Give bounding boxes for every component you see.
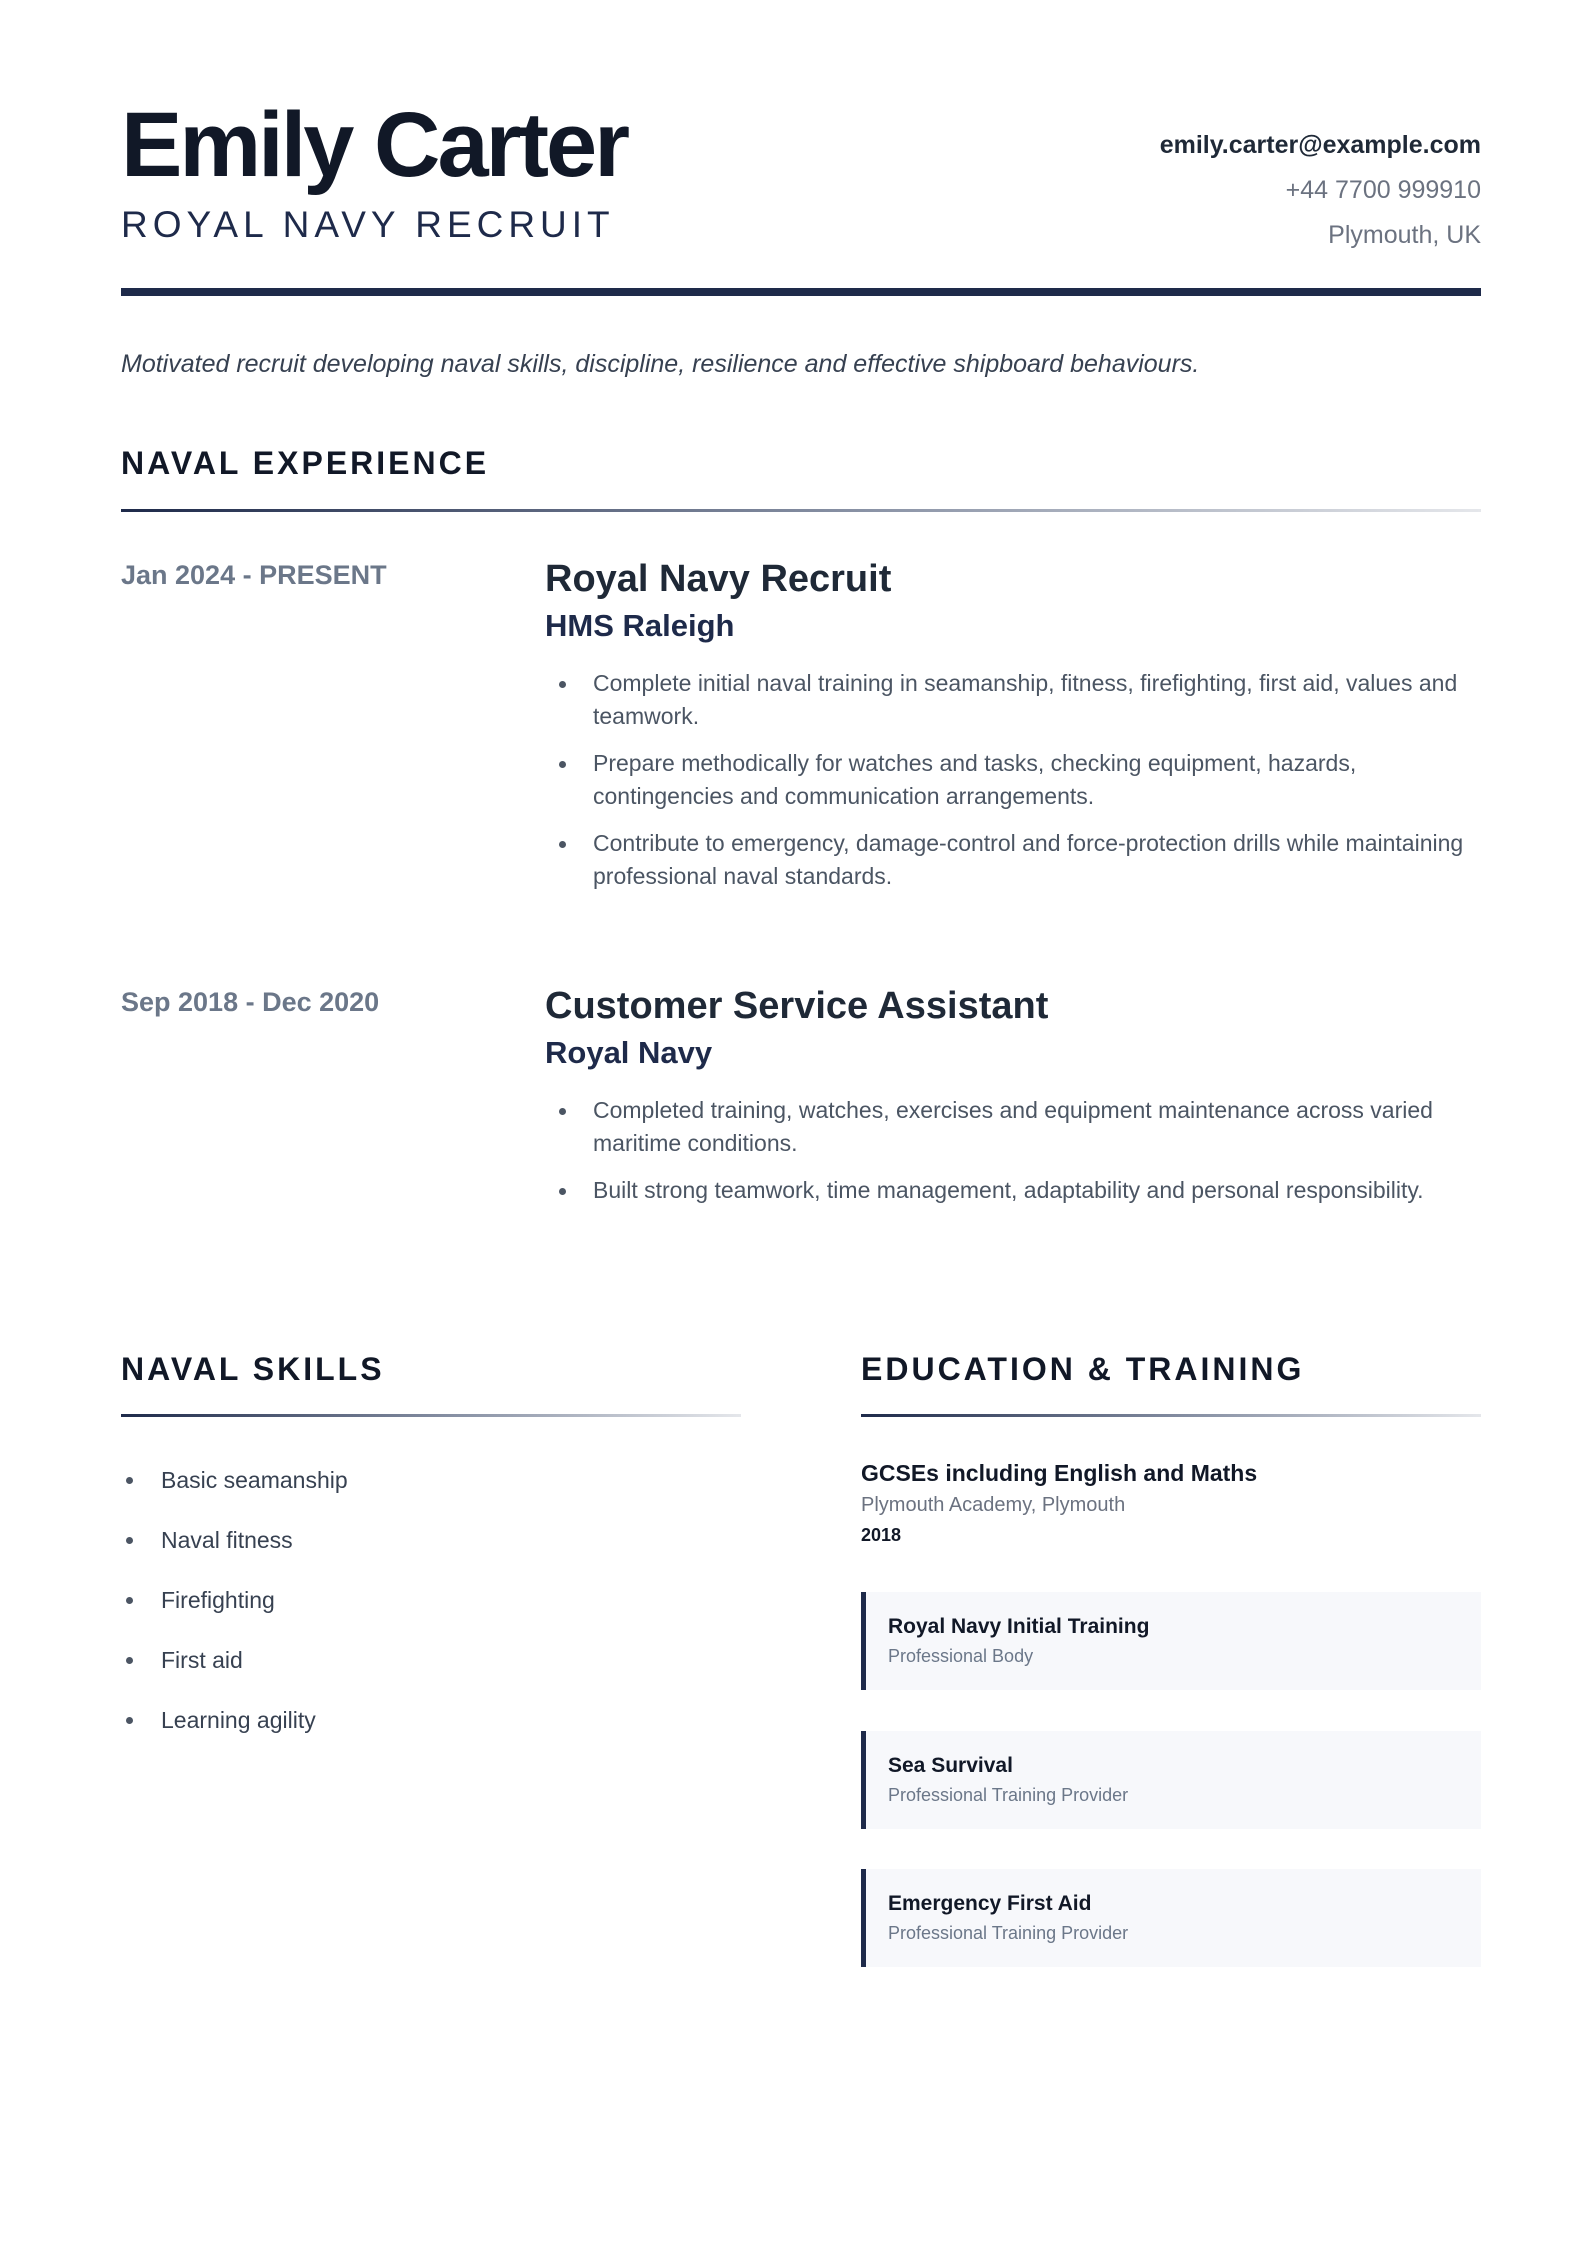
skills-list [121,1460,741,1760]
job-bullet: Contribute to emergency, damage-control and force-protection drills while maintaining professional naval standards. [545,827,1481,893]
job-bullet: Complete initial naval training in seamanship, fitness, firefighting, first aid, values and teamwork. [545,667,1481,733]
job-bullets [545,667,1481,893]
job-title: Customer Service Assistant [545,985,1049,1027]
education-divider [861,1414,1481,1417]
job-dates: Sep 2018 - Dec 2020 [121,987,380,1017]
certification-issuer: Professional Body [888,1646,1034,1666]
skill-item: Naval fitness [121,1520,741,1560]
job-details [545,557,1481,907]
education-year: 2018 [861,1525,902,1545]
experience-section-title: NAVAL EXPERIENCE [121,445,490,481]
job-organization: HMS Raleigh [545,608,735,643]
skill-item: Learning agility [121,1700,741,1740]
certification-card [861,1592,1481,1690]
education-section-title: EDUCATION & TRAINING [861,1351,1305,1387]
job-bullet: Built strong teamwork, time management, adaptability and personal responsibility. [545,1174,1481,1207]
skill-item: Basic seamanship [121,1460,741,1500]
certification-card [861,1869,1481,1967]
certification-card [861,1731,1481,1829]
certification-title: Emergency First Aid [888,1892,1092,1915]
skills-section-title: NAVAL SKILLS [121,1351,385,1387]
job-bullets [545,1094,1481,1207]
contact-email[interactable]: emily.carter@example.com [1159,131,1481,159]
experience-divider [121,509,1481,512]
skill-item: First aid [121,1640,741,1680]
certification-title: Sea Survival [888,1754,1013,1777]
education-institution: Plymouth Academy, Plymouth [861,1494,1126,1516]
job-title: Royal Navy Recruit [545,558,892,600]
education-qualification: GCSEs including English and Maths [861,1460,1258,1486]
contact-location: Plymouth, UK [1328,221,1481,249]
candidate-role: ROYAL NAVY RECRUIT [121,204,615,245]
contact-block [1160,129,1481,251]
skills-divider [121,1414,741,1417]
candidate-name: Emily Carter [121,94,628,196]
job-bullet: Prepare methodically for watches and tasks, checking equipment, hazards, contingencies and communication arrangements. [545,747,1481,813]
profile-summary: Motivated recruit developing naval skills, discipline, resilience and effective shipboard behaviours. [121,350,1200,378]
resume-header [121,95,1481,295]
job-dates: Jan 2024 - PRESENT [121,560,387,590]
certification-title: Royal Navy Initial Training [888,1615,1150,1638]
education-entry [861,1456,1481,1550]
job-bullet: Completed training, watches, exercises and equipment maintenance across varied maritime conditions. [545,1094,1481,1160]
contact-phone: +44 7700 999910 [1285,176,1481,204]
header-divider [121,288,1481,296]
skill-item: Firefighting [121,1580,741,1620]
certification-issuer: Professional Training Provider [888,1785,1129,1805]
job-organization: Royal Navy [545,1035,713,1070]
job-details [545,984,1481,1221]
certification-issuer: Professional Training Provider [888,1923,1129,1943]
